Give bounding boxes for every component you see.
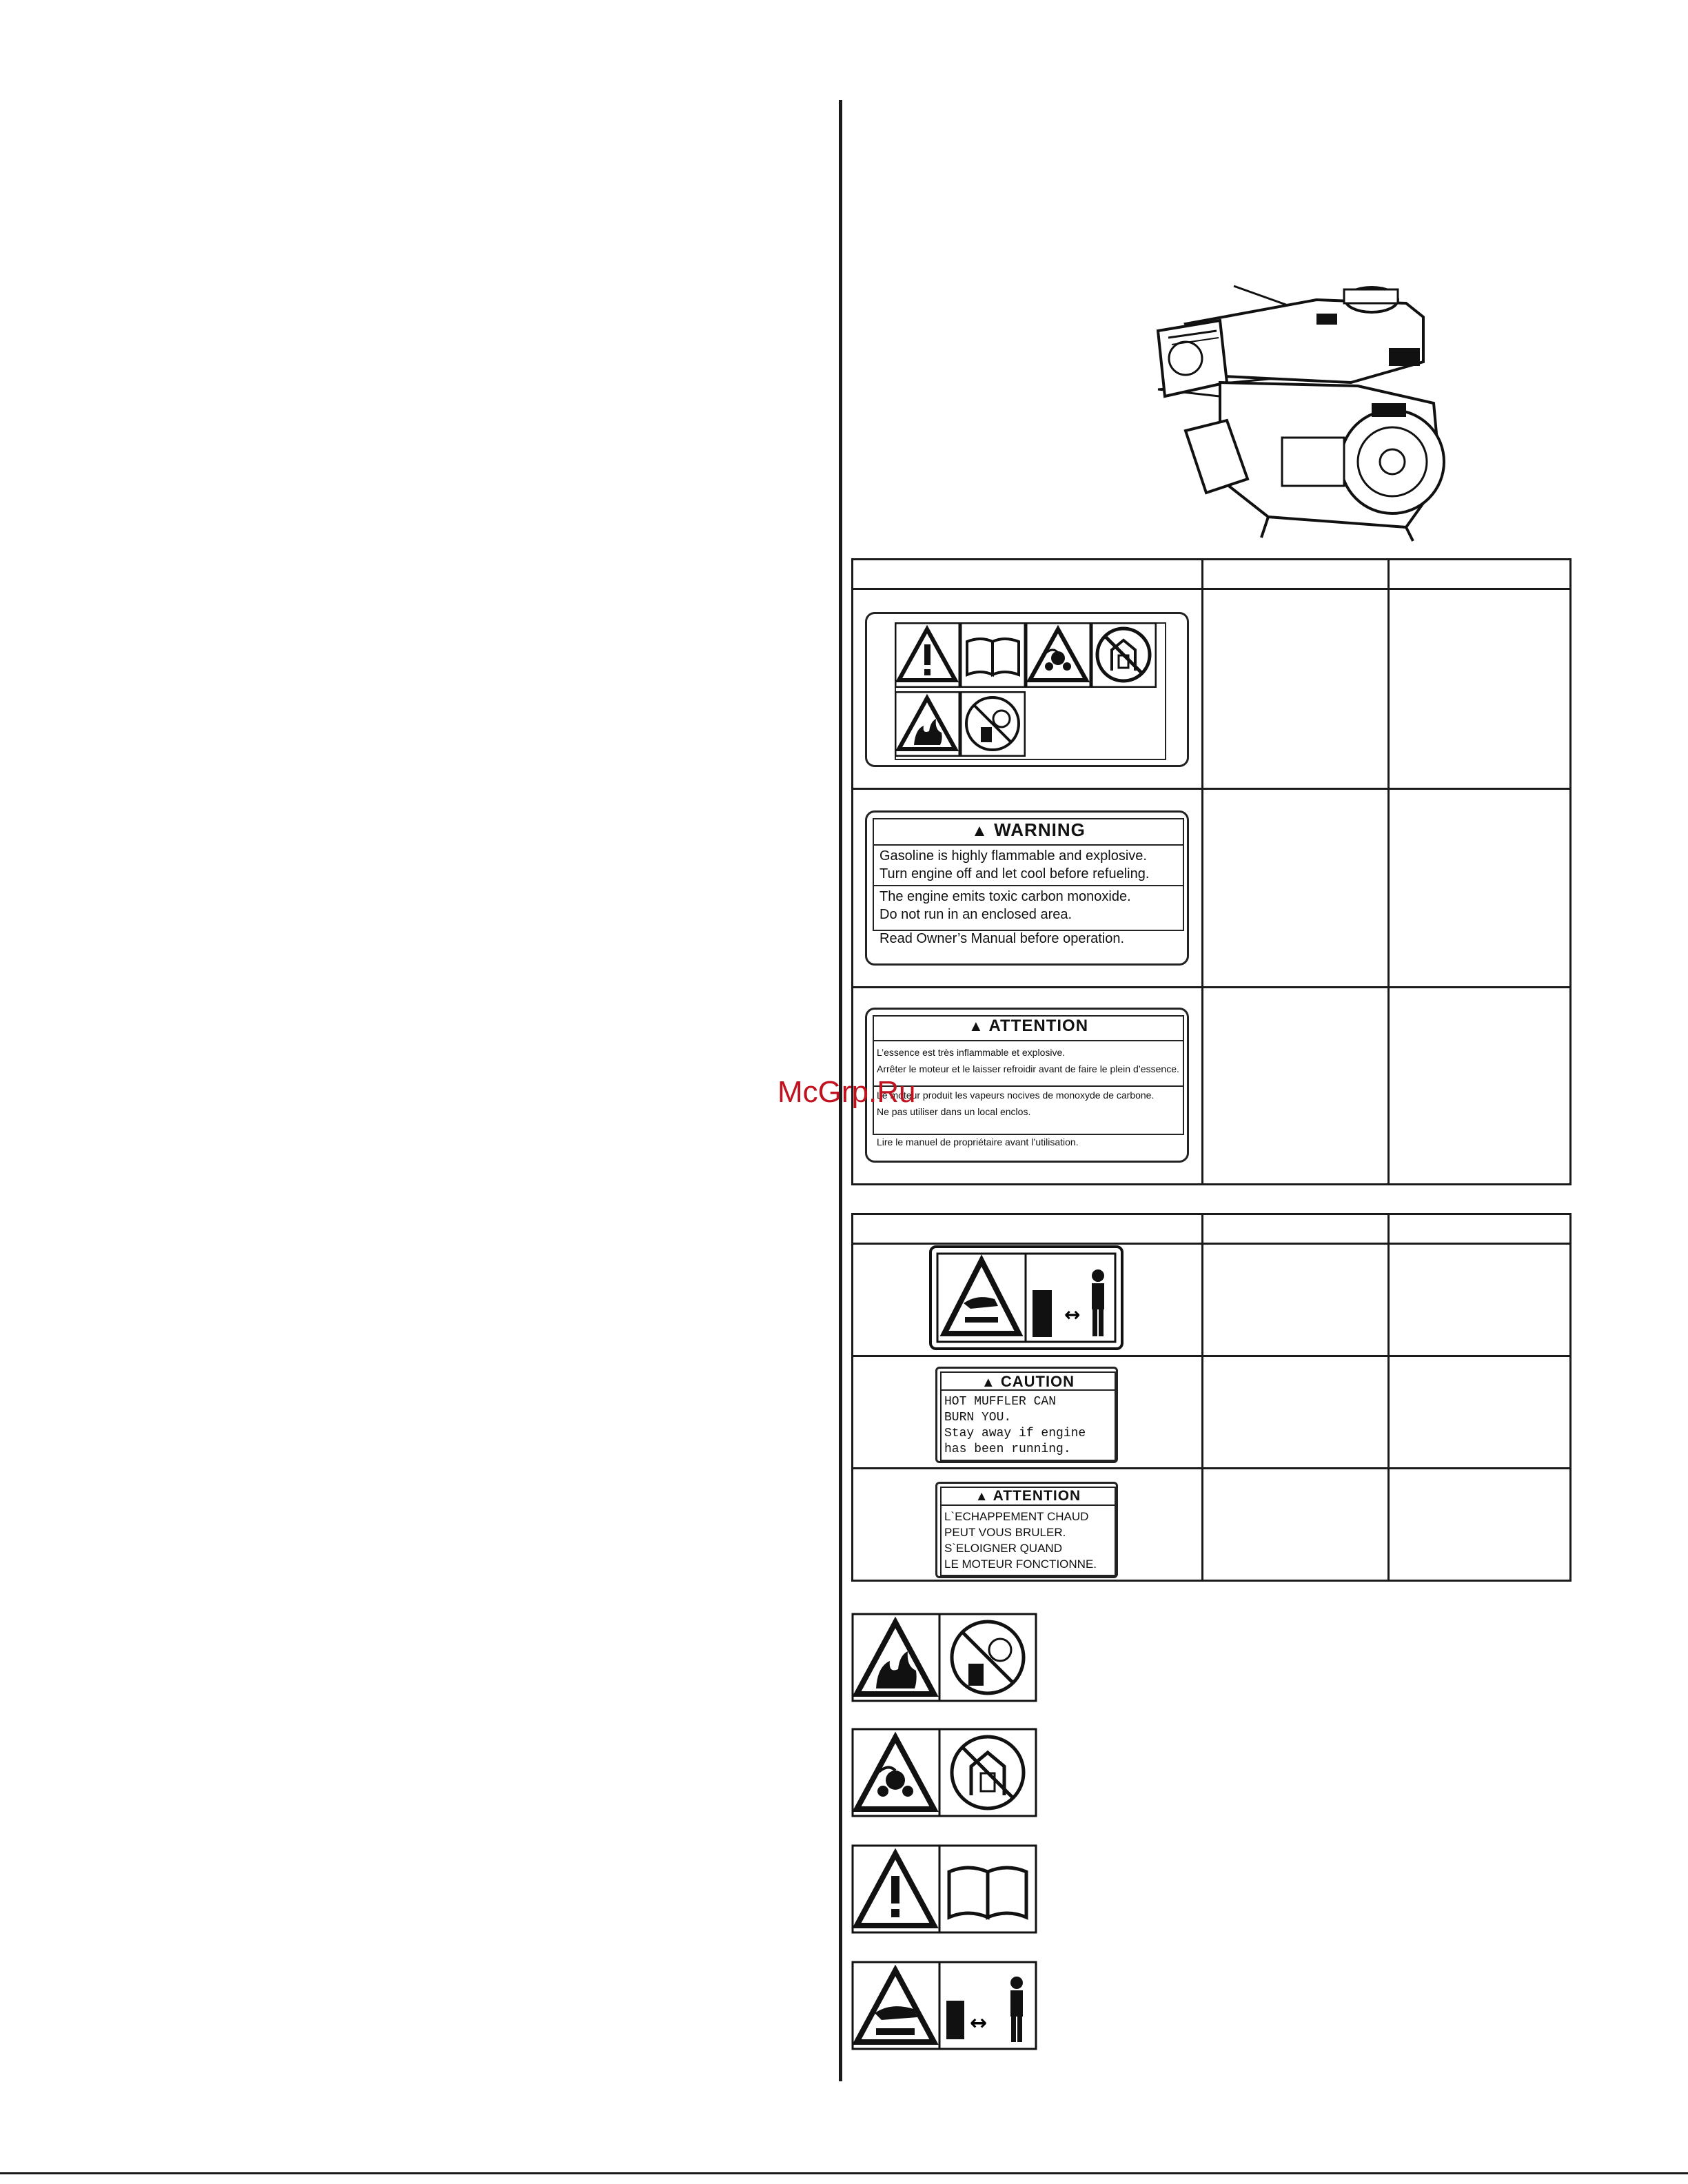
caution-heading: CAUTION xyxy=(1000,1373,1075,1390)
attention-fr-line-2: Arrêter le moteur et le laisser refroidir avant de faire le plein d’essence. xyxy=(877,1063,1179,1074)
attention-fr-line-1: L’essence est très inflammable et explosive. xyxy=(877,1047,1066,1058)
attention-fr-line-5: Lire le manuel de propriétaire avant l’utilisation. xyxy=(877,1136,1079,1147)
owners-manual-icon xyxy=(960,622,1026,688)
caution-label xyxy=(935,1367,1118,1463)
watermark: McGrp.Ru xyxy=(777,1075,916,1109)
caution-line-2: BURN YOU. xyxy=(944,1411,1012,1425)
warning-label-line-2: Turn engine off and let cool before refueling. xyxy=(879,866,1150,881)
caution-line-3: Stay away if engine xyxy=(944,1427,1086,1440)
attention-fr-heading: ATTENTION xyxy=(988,1017,1089,1035)
attention-muffler-label xyxy=(935,1482,1118,1578)
attention-muffler-line-3: S`ELOIGNER QUAND xyxy=(944,1542,1062,1555)
hot-surface-label xyxy=(929,1245,1123,1350)
attention-fr-line-4: Ne pas utiliser dans un local enclos. xyxy=(877,1106,1031,1117)
fire-hazard-pictogram xyxy=(851,1613,1037,1702)
warning-label-line-5: Read Owner’s Manual before operation. xyxy=(879,931,1125,946)
attention-triangle-icon: ▲ xyxy=(968,1017,984,1034)
warning-label-line-3: The engine emits toxic carbon monoxide. xyxy=(879,889,1131,904)
fire-hazard-icon xyxy=(895,691,960,757)
attention-muffler-line-1: L`ECHAPPEMENT CHAUD xyxy=(944,1510,1089,1523)
warning-label xyxy=(865,810,1189,966)
attention-muffler-line-4: LE MOTEUR FONCTIONNE. xyxy=(944,1558,1097,1571)
caution-line-4: has been running. xyxy=(944,1442,1071,1456)
engine-illustration xyxy=(1144,272,1468,544)
toxic-gas-icon xyxy=(1026,622,1091,688)
warning-label-line-4: Do not run in an enclosed area. xyxy=(879,907,1072,922)
svg-text:↔: ↔ xyxy=(1064,1303,1081,1326)
attention-muffler-triangle-icon: ▲ xyxy=(975,1489,989,1504)
caution-triangle-icon: ▲ xyxy=(981,1375,996,1390)
toxic-gas-pictogram xyxy=(851,1728,1037,1817)
warning-label-line-1: Gasoline is highly flammable and explosive. xyxy=(879,848,1147,864)
footer-rule xyxy=(0,2172,1688,2174)
caution-line-1: HOT MUFFLER CAN xyxy=(944,1395,1057,1409)
attention-fr-line-3: Le moteur produit les vapeurs nocives de monoxyde de carbone. xyxy=(877,1090,1155,1101)
warning-label-heading: WARNING xyxy=(994,819,1086,840)
read-manual-pictogram xyxy=(851,1844,1037,1934)
warning-triangle-icon: ▲ xyxy=(971,821,988,840)
no-enclosed-area-icon xyxy=(1091,622,1157,688)
attention-muffler-heading: ATTENTION xyxy=(993,1488,1081,1504)
hot-surface-pictogram xyxy=(851,1961,1037,2050)
attention-muffler-line-2: PEUT VOUS BRULER. xyxy=(944,1526,1066,1539)
warning-icon xyxy=(895,622,960,688)
svg-text:↔: ↔ xyxy=(970,2011,988,2035)
no-refuel-hot-icon xyxy=(960,691,1026,757)
